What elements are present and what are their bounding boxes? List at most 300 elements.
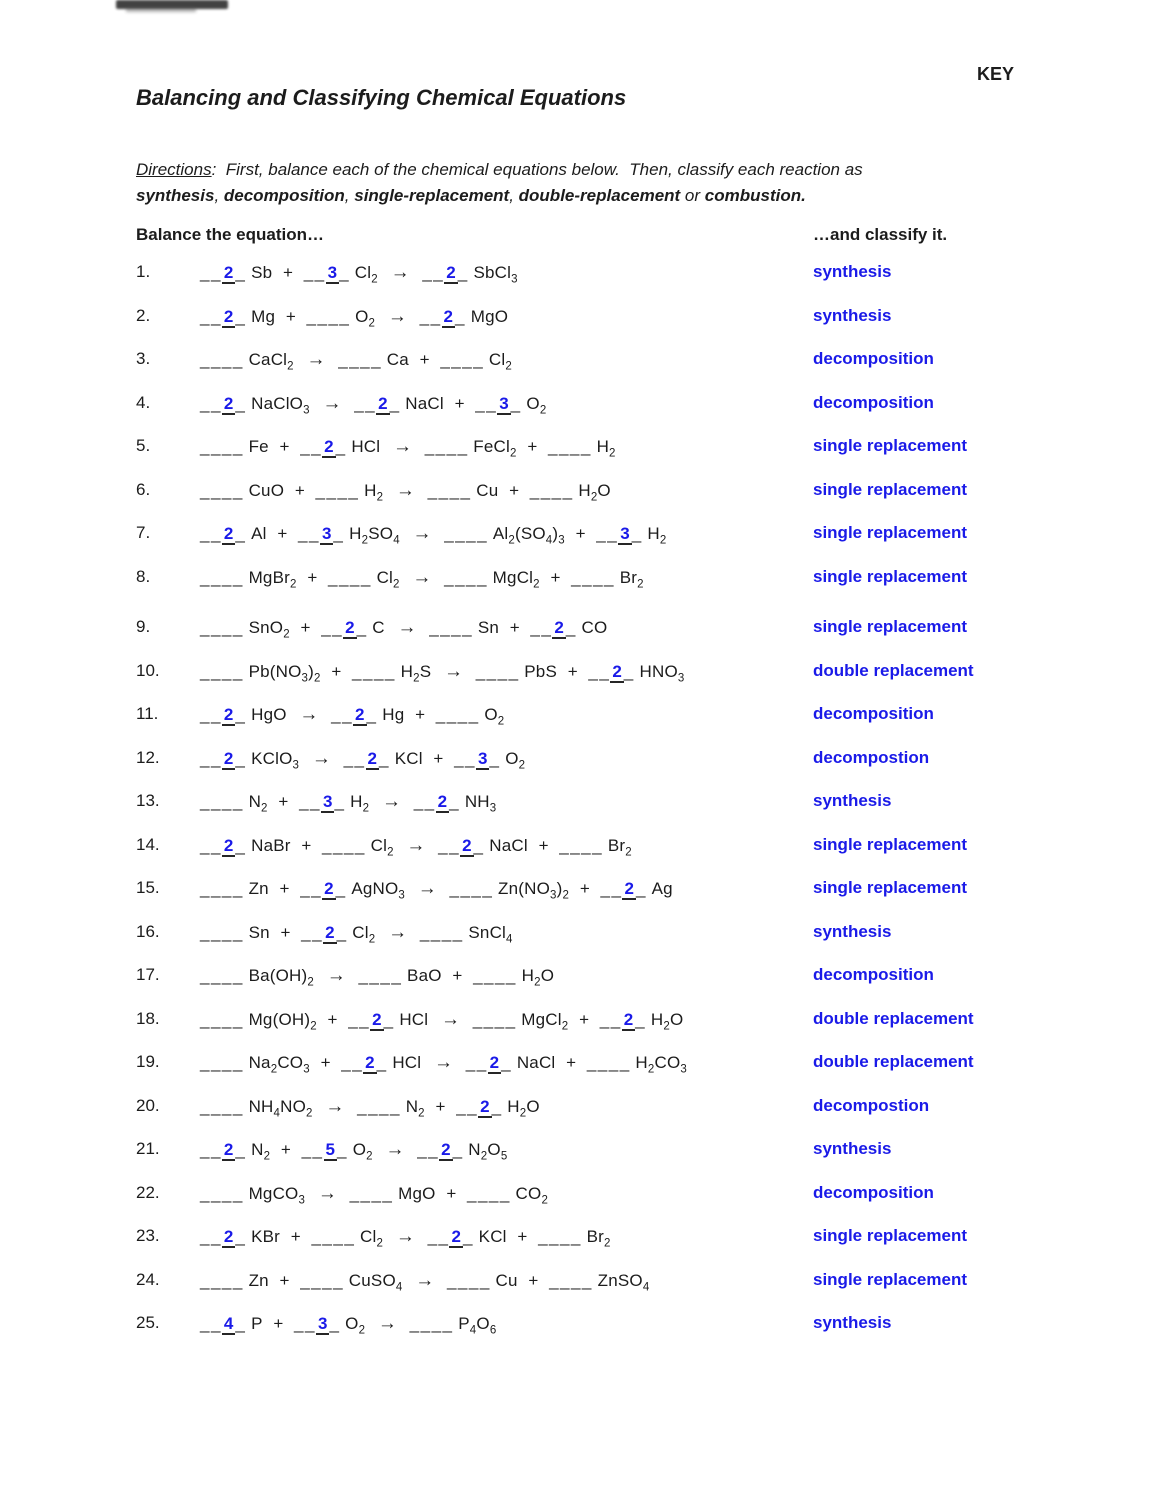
reaction-arrow: →	[434, 1052, 453, 1073]
classification-answer: single replacement	[813, 1269, 968, 1289]
coefficient-blank: ____	[200, 1096, 244, 1116]
problem-row	[136, 1183, 1096, 1227]
equation	[200, 436, 616, 458]
problem-row	[136, 1313, 1096, 1357]
chemical-formula: $H_2$	[647, 524, 667, 547]
coefficient-blank: __ 3 _	[299, 792, 346, 811]
plus-sign: +	[446, 1183, 457, 1203]
reaction-arrow: →	[317, 1182, 337, 1204]
problem-number: 23.	[136, 1226, 160, 1245]
coefficient-blank: __ 2 _	[588, 661, 635, 681]
reaction-arrow: →	[390, 262, 410, 283]
plus-sign: +	[277, 524, 288, 543]
equation	[200, 1270, 649, 1292]
column-header-classify: …and classify it.	[813, 225, 948, 244]
chemical-formula: $H_2$	[596, 437, 616, 460]
reaction-arrow: →	[412, 566, 432, 588]
chemical-formula: $H_2CO_3$	[635, 1053, 687, 1076]
coefficient-blank: __ 2 _	[348, 1009, 395, 1029]
coefficient-answer: 2	[223, 393, 234, 413]
problem-row	[136, 349, 1096, 393]
equation	[200, 661, 685, 683]
equation	[200, 1139, 507, 1161]
chemical-formula: HCl	[399, 1009, 429, 1029]
problem-row	[136, 1139, 1096, 1183]
chemical-formula: $H_2$	[350, 792, 370, 815]
chemical-formula: SnCl$_4$	[468, 922, 513, 945]
chemical-formula: $Na_2CO_3$	[248, 1053, 310, 1076]
coefficient-blank: ____	[472, 1009, 517, 1029]
equation	[200, 306, 508, 328]
chemical-formula: $O_2$	[352, 1140, 373, 1163]
coefficient-blank: ____	[338, 350, 383, 369]
problem-number: 16.	[136, 921, 160, 941]
key-label: KEY	[977, 64, 1015, 84]
chemical-formula: $HNO_3$	[639, 661, 685, 684]
coefficient-blank: ____	[200, 350, 244, 369]
coefficient-blank: ____	[200, 1183, 244, 1203]
chemical-formula: P	[251, 1314, 263, 1333]
coefficient-answer: 2	[372, 1009, 382, 1029]
problem-row	[136, 661, 1096, 705]
chemical-formula: Zn	[248, 879, 269, 898]
coefficient-answer: 2	[462, 835, 472, 855]
equation	[200, 835, 632, 857]
plus-sign: +	[290, 1227, 301, 1246]
problem-row	[136, 393, 1096, 437]
coefficient-blank: ____	[200, 618, 244, 637]
plus-sign: +	[454, 393, 465, 413]
equation	[200, 965, 554, 987]
reaction-arrow: →	[306, 349, 326, 370]
equation	[200, 349, 512, 371]
chemical-formula: Cu	[476, 480, 499, 500]
plus-sign: +	[285, 306, 296, 326]
chemical-formula: SnO$_2$	[248, 618, 290, 641]
reaction-arrow: →	[415, 1269, 435, 1291]
coefficient-answer: 2	[223, 1140, 234, 1159]
chemical-formula: $Cl_2$	[354, 263, 378, 286]
plus-sign: +	[279, 1270, 290, 1290]
plus-sign: +	[452, 966, 463, 985]
chemical-formula: $O_2$	[355, 306, 376, 329]
equation	[200, 1183, 548, 1205]
problem-number: 9.	[136, 617, 151, 636]
scan-artifact	[116, 0, 228, 9]
equation	[200, 393, 546, 415]
problem-row	[136, 436, 1096, 480]
reaction-arrow: →	[395, 1226, 415, 1247]
chemical-formula: $N_2O_5$	[468, 1140, 508, 1163]
coefficient-answer: 2	[451, 1227, 461, 1246]
problem-row	[136, 878, 1096, 922]
coefficient-blank: ____	[571, 567, 615, 587]
chemical-formula: $H_2S$	[400, 661, 432, 684]
classification-answer: decompostion	[813, 747, 930, 767]
equation	[200, 480, 611, 502]
coefficient-blank: ____	[446, 1270, 491, 1290]
plus-sign: +	[320, 1053, 331, 1072]
problem-row	[136, 306, 1096, 350]
coefficient-answer: 5	[325, 1140, 335, 1159]
chemical-formula: $Pb(NO_3)_2$	[248, 661, 321, 684]
coefficient-answer: 2	[223, 748, 234, 768]
chemical-formula: KCl	[478, 1227, 507, 1246]
chemical-formula: MgBr$_2$	[248, 567, 297, 590]
coefficient-blank: __ 3 _	[294, 1314, 341, 1333]
plus-sign: +	[307, 567, 318, 587]
problem-row	[136, 567, 1096, 611]
chemical-formula: $Br_2$	[619, 567, 644, 590]
chemical-formula: Sb	[251, 263, 273, 282]
chemical-formula: $N_2$	[248, 792, 268, 815]
coefficient-blank: __ 3 _	[596, 524, 643, 543]
chemical-formula: MgO	[470, 306, 509, 326]
problem-number: 8.	[136, 566, 151, 586]
chemical-formula: $Cl_2$	[376, 567, 400, 590]
coefficient-answer: 2	[345, 618, 355, 637]
chemical-formula: Mg	[251, 306, 276, 326]
problem-row	[136, 1096, 1096, 1140]
chemical-formula: Sn	[477, 618, 500, 637]
coefficient-blank: __ 2 _	[200, 1140, 247, 1159]
plus-sign: +	[278, 792, 289, 811]
reaction-arrow: →	[311, 747, 331, 769]
classification-answer: synthesis	[813, 262, 892, 281]
coefficient-answer: 2	[480, 1096, 490, 1116]
problem-number: 2.	[136, 305, 151, 325]
classification-answer: decomposition	[813, 704, 934, 723]
problem-row	[136, 1226, 1096, 1270]
problem-number: 6.	[136, 479, 151, 499]
chemical-formula: $N_2$	[405, 1096, 425, 1119]
coefficient-blank: ____	[427, 480, 472, 500]
coefficient-answer: 3	[321, 524, 332, 543]
coefficient-blank: ____	[357, 1096, 401, 1116]
chemical-formula: $NH_3$	[464, 792, 497, 815]
chemical-formula: SbCl$_3$	[473, 263, 518, 286]
chemical-formula: AgNO$_3$	[351, 879, 406, 902]
classification-answer: synthesis	[813, 305, 892, 325]
chemical-formula: PbS	[524, 661, 557, 681]
coefficient-blank: ____	[322, 835, 366, 855]
coefficient-answer: 2	[325, 922, 335, 942]
plus-sign: +	[435, 1096, 446, 1116]
chemical-formula: Ca	[386, 350, 409, 369]
equation	[200, 617, 607, 639]
problem-number: 1.	[136, 262, 151, 281]
coefficient-answer: 2	[223, 1227, 234, 1246]
problem-number: 12.	[136, 747, 160, 767]
chemical-formula: $CO_2$	[515, 1183, 549, 1206]
coefficient-blank: ____	[200, 1053, 244, 1072]
classification-answer: single replacement	[813, 834, 968, 854]
problem-row	[136, 1052, 1096, 1096]
chemical-formula: $H_2O$	[578, 480, 611, 503]
equation	[200, 262, 518, 284]
chemical-formula: MgCl$_2$	[521, 1009, 569, 1032]
reaction-arrow: →	[299, 704, 319, 725]
chemical-formula: KCl	[394, 748, 423, 768]
coefficient-blank: ____	[200, 1009, 244, 1029]
coefficient-blank: ____	[419, 922, 464, 942]
plus-sign: +	[415, 705, 426, 724]
coefficient-answer: 2	[446, 263, 456, 282]
coefficient-blank: __ 2 _	[422, 263, 469, 282]
coefficient-blank: ____	[200, 567, 244, 587]
reaction-arrow: →	[397, 617, 417, 638]
coefficient-answer: 2	[223, 524, 234, 543]
coefficient-blank: ____	[200, 879, 244, 898]
plus-sign: +	[294, 480, 305, 500]
equation	[200, 704, 504, 726]
coefficient-blank: ____	[435, 705, 480, 724]
coefficient-blank: ____	[200, 966, 244, 985]
chemical-formula: $P_4O_6$	[458, 1314, 497, 1337]
equation	[200, 748, 525, 770]
classification-answer: single replacement	[813, 523, 968, 542]
coefficient-blank: ____	[349, 1183, 394, 1203]
classification-answer: single replacement	[813, 566, 968, 586]
chemical-formula: HCl	[351, 437, 381, 456]
plus-sign: +	[575, 524, 586, 543]
chemical-formula: $O_2$	[345, 1314, 366, 1337]
chemical-formula: $Br_2$	[607, 835, 632, 858]
chemical-formula: CuO	[248, 480, 285, 500]
coefficient-blank: ____	[328, 567, 372, 587]
equation	[200, 523, 666, 545]
chemical-formula: $H_2$	[364, 480, 384, 503]
coefficient-blank: __ 2 _	[200, 748, 247, 768]
coefficient-blank: ____	[311, 1227, 356, 1246]
coefficient-blank: __ 2 _	[438, 835, 485, 855]
equation	[200, 1096, 540, 1118]
coefficient-answer: 2	[624, 879, 634, 898]
chemical-formula: $O_2$	[484, 705, 505, 728]
plus-sign: +	[509, 480, 520, 500]
classification-answer: decomposition	[813, 392, 934, 412]
coefficient-blank: ____	[200, 1270, 244, 1290]
coefficient-answer: 2	[623, 1009, 634, 1029]
classification-answer: synthesis	[813, 1313, 892, 1332]
problem-row	[136, 748, 1096, 792]
coefficient-blank: ____	[200, 792, 244, 811]
coefficient-blank: ____	[538, 1227, 582, 1246]
coefficient-blank: __ 2 _	[354, 393, 401, 413]
chemical-formula: MgCl$_2$	[492, 567, 540, 590]
classification-answer: synthesis	[813, 1139, 892, 1158]
coefficient-blank: ____	[358, 966, 403, 985]
coefficient-blank: ____	[200, 437, 244, 456]
chemical-formula: MgCO$_3$	[248, 1183, 306, 1206]
chemical-formula: NaCl	[489, 835, 528, 855]
coefficient-blank: ____	[315, 480, 360, 500]
plus-sign: +	[566, 1053, 577, 1072]
problem-row	[136, 791, 1096, 835]
coefficient-answer: 2	[437, 792, 448, 811]
classification-answer: decomposition	[813, 965, 934, 984]
chemical-formula: FeCl$_2$	[473, 437, 517, 460]
reaction-arrow: →	[388, 921, 408, 943]
plus-sign: +	[280, 1140, 291, 1159]
chemical-formula: Cu	[495, 1270, 518, 1290]
reaction-arrow: →	[381, 791, 401, 812]
problem-number: 18.	[136, 1008, 160, 1028]
problem-row	[136, 704, 1096, 748]
chemical-formula: CaCl$_2$	[248, 350, 294, 373]
chemical-formula: HgO	[251, 705, 287, 724]
coefficient-answer: 2	[223, 306, 234, 326]
coefficient-answer: 2	[612, 661, 622, 681]
problem-number: 19.	[136, 1052, 160, 1071]
coefficient-answer: 2	[443, 306, 453, 326]
equation	[200, 1313, 496, 1335]
coefficient-blank: __ 3 _	[298, 524, 345, 543]
directions-label: Directions	[136, 160, 212, 179]
coefficient-blank: __ 2 _	[200, 1227, 247, 1246]
reaction-arrow: →	[377, 1313, 397, 1334]
chemical-formula: $Cl_2$	[488, 350, 512, 373]
coefficient-blank: __ 2 _	[200, 524, 247, 543]
problem-number: 11.	[136, 704, 159, 723]
chemical-formula: Al	[251, 524, 267, 543]
coefficient-blank: __ 3 _	[303, 263, 351, 282]
equation	[200, 791, 496, 813]
equation	[200, 1009, 683, 1031]
reaction-arrow: →	[406, 834, 426, 856]
reaction-arrow: →	[412, 523, 432, 544]
plus-sign: +	[283, 263, 293, 282]
equation	[200, 922, 513, 944]
plus-sign: +	[527, 437, 538, 456]
chemical-formula: $H_2SO_4$	[349, 524, 400, 547]
coefficient-blank: __ 2 _	[343, 748, 390, 768]
coefficient-blank: ____	[444, 567, 488, 587]
classification-answer: synthesis	[813, 921, 892, 941]
coefficient-blank: __ 2 _	[300, 879, 347, 898]
plus-sign: +	[300, 618, 311, 637]
classification-answer: decomposition	[813, 1182, 934, 1202]
plus-sign: +	[517, 1227, 528, 1246]
directions-reaction-types: synthesis, decomposition, single-replacement, double-replacement or combustion.	[136, 186, 806, 205]
chemical-formula: MgO	[398, 1183, 436, 1203]
chemical-formula: $Al_2(SO_4)_3$	[492, 524, 565, 547]
problem-row	[136, 617, 1096, 661]
problem-row	[136, 965, 1096, 1009]
coefficient-blank: ____	[449, 879, 494, 898]
chemical-formula: Fe	[248, 437, 269, 456]
coefficient-blank: ____	[473, 966, 517, 985]
coefficient-blank: ____	[466, 1183, 511, 1203]
chemical-formula: $Ba(OH)_2$	[248, 966, 314, 989]
classification-answer: double replacement	[813, 1052, 974, 1071]
coefficient-answer: 3	[327, 263, 338, 282]
equation	[200, 878, 673, 900]
chemical-formula: $NH_4NO_2$	[248, 1096, 313, 1119]
coefficient-answer: 2	[378, 393, 388, 413]
plus-sign: +	[579, 879, 590, 898]
coefficient-blank: __ 2 _	[200, 393, 247, 413]
classification-answer: double replacement	[813, 660, 974, 680]
classification-answer: synthesis	[813, 791, 892, 810]
coefficient-blank: ____	[352, 661, 396, 681]
reaction-arrow: →	[325, 1095, 345, 1117]
coefficient-blank: ____	[424, 437, 469, 456]
problem-row	[136, 1270, 1096, 1314]
reaction-arrow: →	[395, 479, 415, 501]
coefficient-blank: __ 2 _	[331, 705, 378, 724]
chemical-formula: CuSO$_4$	[348, 1270, 403, 1293]
problem-number: 5.	[136, 436, 151, 455]
problem-number: 20.	[136, 1095, 160, 1115]
chemical-formula: ZnSO$_4$	[597, 1270, 650, 1293]
coefficient-blank: ____	[200, 661, 244, 681]
reaction-arrow: →	[385, 1139, 405, 1160]
coefficient-blank: ____	[529, 480, 574, 500]
coefficient-answer: 2	[223, 263, 234, 282]
plus-sign: +	[550, 567, 561, 587]
chemical-formula: $Cl_2$	[360, 1227, 384, 1250]
problems-list	[136, 262, 1096, 1357]
chemical-formula: $Zn(NO_3)_2$	[498, 879, 570, 902]
problem-row	[136, 922, 1096, 966]
chemical-formula: $Br_2$	[586, 1227, 611, 1250]
equation	[200, 1226, 611, 1248]
chemical-formula: $H_2O$	[521, 966, 555, 989]
coefficient-blank: ____	[440, 350, 485, 369]
problem-row	[136, 480, 1096, 524]
problem-number: 3.	[136, 349, 151, 368]
reaction-arrow: →	[417, 878, 437, 899]
coefficient-blank: __ 2 _	[456, 1096, 503, 1116]
chemical-formula: Hg	[382, 705, 405, 724]
plus-sign: +	[279, 879, 290, 898]
problem-number: 21.	[136, 1139, 160, 1158]
plus-sign: +	[327, 1009, 338, 1029]
coefficient-answer: 3	[478, 748, 488, 768]
equation	[200, 567, 644, 589]
coefficient-answer: 2	[441, 1140, 451, 1159]
problem-row	[136, 523, 1096, 567]
classification-answer: single replacement	[813, 1226, 968, 1245]
chemical-formula: $H_2O$	[650, 1009, 684, 1032]
equation	[200, 1052, 687, 1074]
coefficient-blank: __ 2 _	[599, 1009, 647, 1029]
chemical-formula: BaO	[407, 966, 442, 985]
chemical-formula: Sn	[248, 922, 270, 942]
coefficient-blank: ____	[429, 618, 474, 637]
coefficient-answer: 3	[317, 1314, 328, 1333]
chemical-formula: CO	[581, 618, 608, 637]
coefficient-answer: 2	[367, 748, 377, 768]
chemical-formula: C	[372, 618, 385, 637]
coefficient-answer: 3	[322, 792, 333, 811]
coefficient-answer: 2	[554, 618, 564, 637]
chemical-formula: $Cl_2$	[352, 922, 376, 945]
problem-number: 22.	[136, 1182, 160, 1202]
chemical-formula: NaClO$_3$	[251, 393, 310, 416]
chemical-formula: NaCl	[516, 1053, 556, 1072]
plus-sign: +	[567, 661, 578, 681]
coefficient-blank: ____	[586, 1053, 631, 1072]
plus-sign: +	[579, 1009, 590, 1029]
reaction-arrow: →	[440, 1008, 460, 1030]
plus-sign: +	[273, 1314, 284, 1333]
coefficient-blank: __ 2 _	[413, 792, 461, 811]
coefficient-blank: ____	[475, 661, 520, 681]
coefficient-blank: __ 2 _	[465, 1053, 513, 1072]
coefficient-answer: 3	[620, 524, 630, 543]
